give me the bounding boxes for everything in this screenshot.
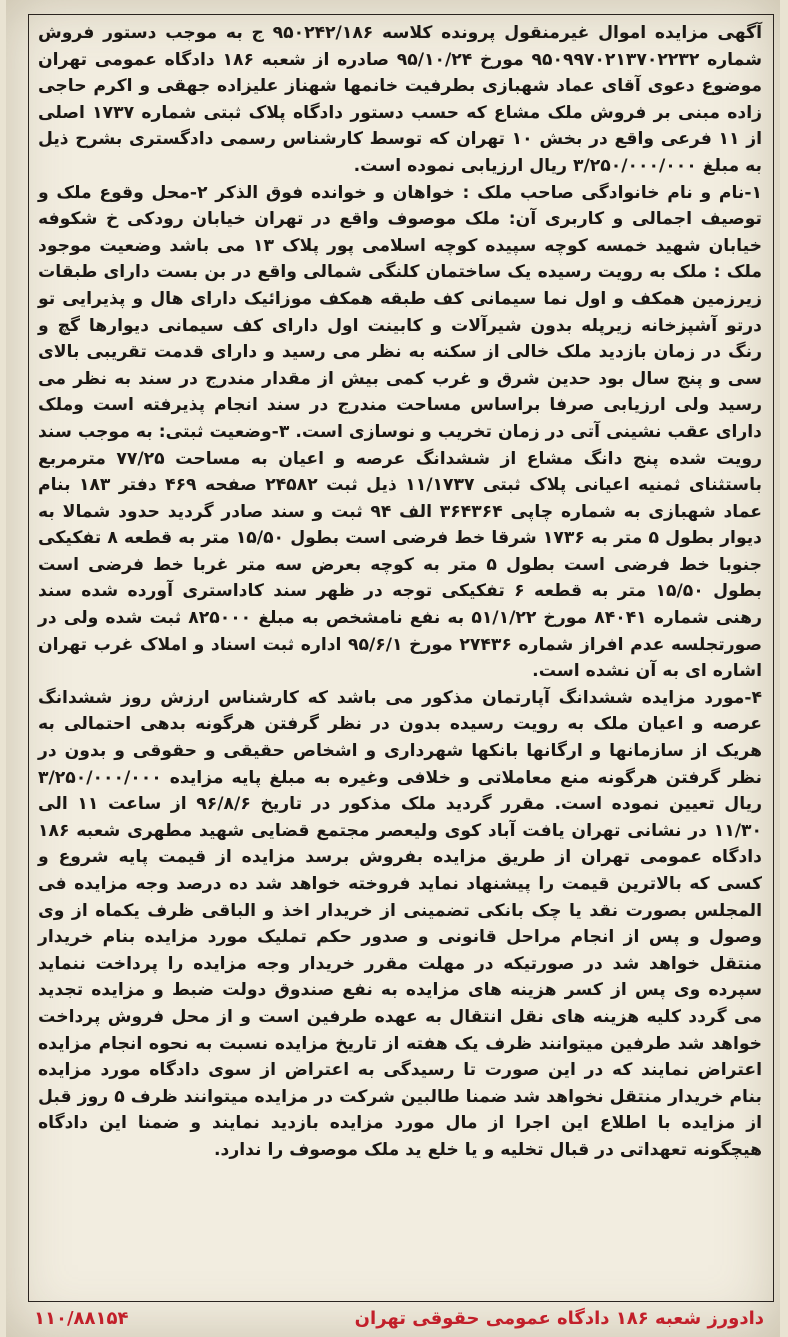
notice-footer [28,1303,772,1333]
court-signature: دادورز شعبه ۱۸۶ دادگاه عمومی حقوقی تهران [354,1307,764,1329]
notice-paragraph-property: ۱-نام و نام خانوادگی صاحب ملک : خواهان و خوانده فوق الذکر ۲-محل وقوع ملک و توصیف اجمالی و کاربری آن: ملک موصوف واقع در تهران خیابان رودکی خ شکوفه خیابان شهید خمسه کوچه سپیده کوچه اسلامی پور پلاک ۱۳ می باشد وضعیت موجود ملک : ملک به رویت رسیده یک ساختمان کلنگی شمالی واقع در بن بست دارای طبقات زیرزمین همکف و اول نما سیمانی کف طبقه همکف موزائیک دارای هال و پذیرایی تو درتو آشپزخانه زیرپله بدون شیرآلات و کابینت اول دارای کف سیمانی دیوارها گچ و رنگ در زمان بازدید ملک خالی از سکنه به نظر می رسید و دارای قدمت تقریبی بالای سی و پنج سال بود حدین شرق و غرب کمی بیش از مقدار مندرج در سند به نظر می رسید ولی ارزیابی صرفا براساس مساحت مندرج در سند انجام پذیرفته است وملک دارای عقب نشینی آتی در زمان تخریب و نوسازی است. ۳-وضعیت ثبتی: به موجب سند رویت شده پنج دانگ مشاع از ششدانگ عرصه و اعیان به مساحت ۷۷/۲۵ مترمربع باستثنای ثمنیه اعیانی پلاک ثبتی ۱۱/۱۷۳۷ ذیل ثبت ۲۴۵۸۲ صفحه ۴۶۹ دفتر ۱۸۳ بنام عماد شهبازی به شماره چاپی ۳۶۴۳۶۴ الف ۹۴ ثبت و سند صادر گردید حدود شمالا به دیوار بطول ۵ متر به ۱۷۳۶ شرقا خط فرضی است بطول ۱۵/۵۰ متر به قطعه ۸ تفکیکی جنوبا خط فرضی است بطول ۵ متر به کوچه بعرض سه متر غربا خط فرضی است بطول ۱۵/۵۰ متر به قطعه ۶ تفکیکی توجه در ظهر سند کاداستری آورده شده سند رهنی شماره ۸۴۰۴۱ مورخ ۵۱/۱/۲۲ به نفع نامشخص به مبلغ ۸۲۵۰۰۰ ثبت شده ولی در صورتجلسه عدم افراز شماره ۲۷۴۳۶ مورخ ۹۵/۶/۱ اداره ثبت اسناد و املاک غرب تهران اشاره ای به آن نشده است. [38,182,763,682]
notice-code: ۱۱۰/۸۸۱۵۴ [34,1307,129,1329]
notice-paragraph-intro: آگهی مزایده اموال غیرمنقول پرونده کلاسه ۹۵۰۲۴۲/۱۸۶ ج به موجب دستور فروش شماره ۹۵۰۹۹۷۰۲۱۳۷۰۲۲۳۲ مورخ ۹۵/۱۰/۲۴ صادره از شعبه ۱۸۶ دادگاه عمومی تهران موضوع دعوی آقای عماد شهبازی بطرفیت خانمها شهناز علیزاده جهقی و اکرم حاجی زاده مبنی بر فروش ملک مشاع که حسب دستور دادگاه پلاک ثبتی شماره ۱۷۳۷ اصلی از ۱۱ فرعی واقع در بخش ۱۰ تهران که توسط کارشناس رسمی دادگستری بشرح ذیل به مبلغ ۳/۲۵۰/۰۰۰/۰۰۰ ریال ارزیابی نموده است. [38,23,763,176]
notice-body [38,20,762,1164]
newspaper-clipping [6,0,780,1337]
notice-paragraph-auction: ۴-مورد مزایده ششدانگ آپارتمان مذکور می باشد که کارشناس ارزش روز ششدانگ عرصه و اعیان ملک به رویت رسیده بدون در نظر گرفتن هرگونه بدهی احتمالی به هریک از سازمانها و ارگانها بانکها شهرداری و اشخاص حقیقی و حقوقی و بدون در نظر گرفتن هرگونه منع معاملاتی و خلافی وغیره به مبلغ پایه مزایده ۳/۲۵۰/۰۰۰/۰۰۰ ریال تعیین نموده است. مقرر گردید ملک مذکور در تاریخ ۹۶/۸/۶ از ساعت ۱۱ الی ۱۱/۳۰ در نشانی تهران یافت آباد کوی ولیعصر مجتمع قضایی شهید مطهری شعبه ۱۸۶ دادگاه عمومی تهران از طریق مزایده بفروش برسد مزایده از قیمت پایه شروع و کسی که بالاترین قیمت را پیشنهاد نماید فروخته خواهد شد ده درصد وجه مزایده فی المجلس بصورت نقد یا چک بانکی تضمینی از خریدار اخذ و الباقی ظرف یکماه از وی وصول و پس از انجام مراحل قانونی و صدور حکم تملیک مورد مزایده بنام خریدار منتقل خواهد شد در صورتیکه در مهلت مقرر خریدار وجه مزایده را پرداخت ننماید سپرده وی پس از کسر هزینه های مزایده به نفع صندوق دولت ضبط و مزایده تجدید می گردد کلیه هزینه های نقل انتقال به عهده طرفین است و از محل فروش پرداخت خواهد شد طرفین میتوانند ظرف یک هفته از تاریخ مزایده نسبت به نحوه انجام مزایده اعتراض نمایند که در این صورت تا رسیدگی به اعتراض از سوی دادگاه مورد مزایده بنام خریدار منتقل نخواهد شد ضمنا طالبین شرکت در مزایده میتوانند ظرف ۵ روز قبل از مزایده با اطلاع این اجرا از مال مورد مزایده بازدید نمایند و ضمنا این دادگاه هیچگونه تعهداتی در قبال تخلیه و یا خلع ید ملک موصوف را ندارد. [38,687,763,1160]
